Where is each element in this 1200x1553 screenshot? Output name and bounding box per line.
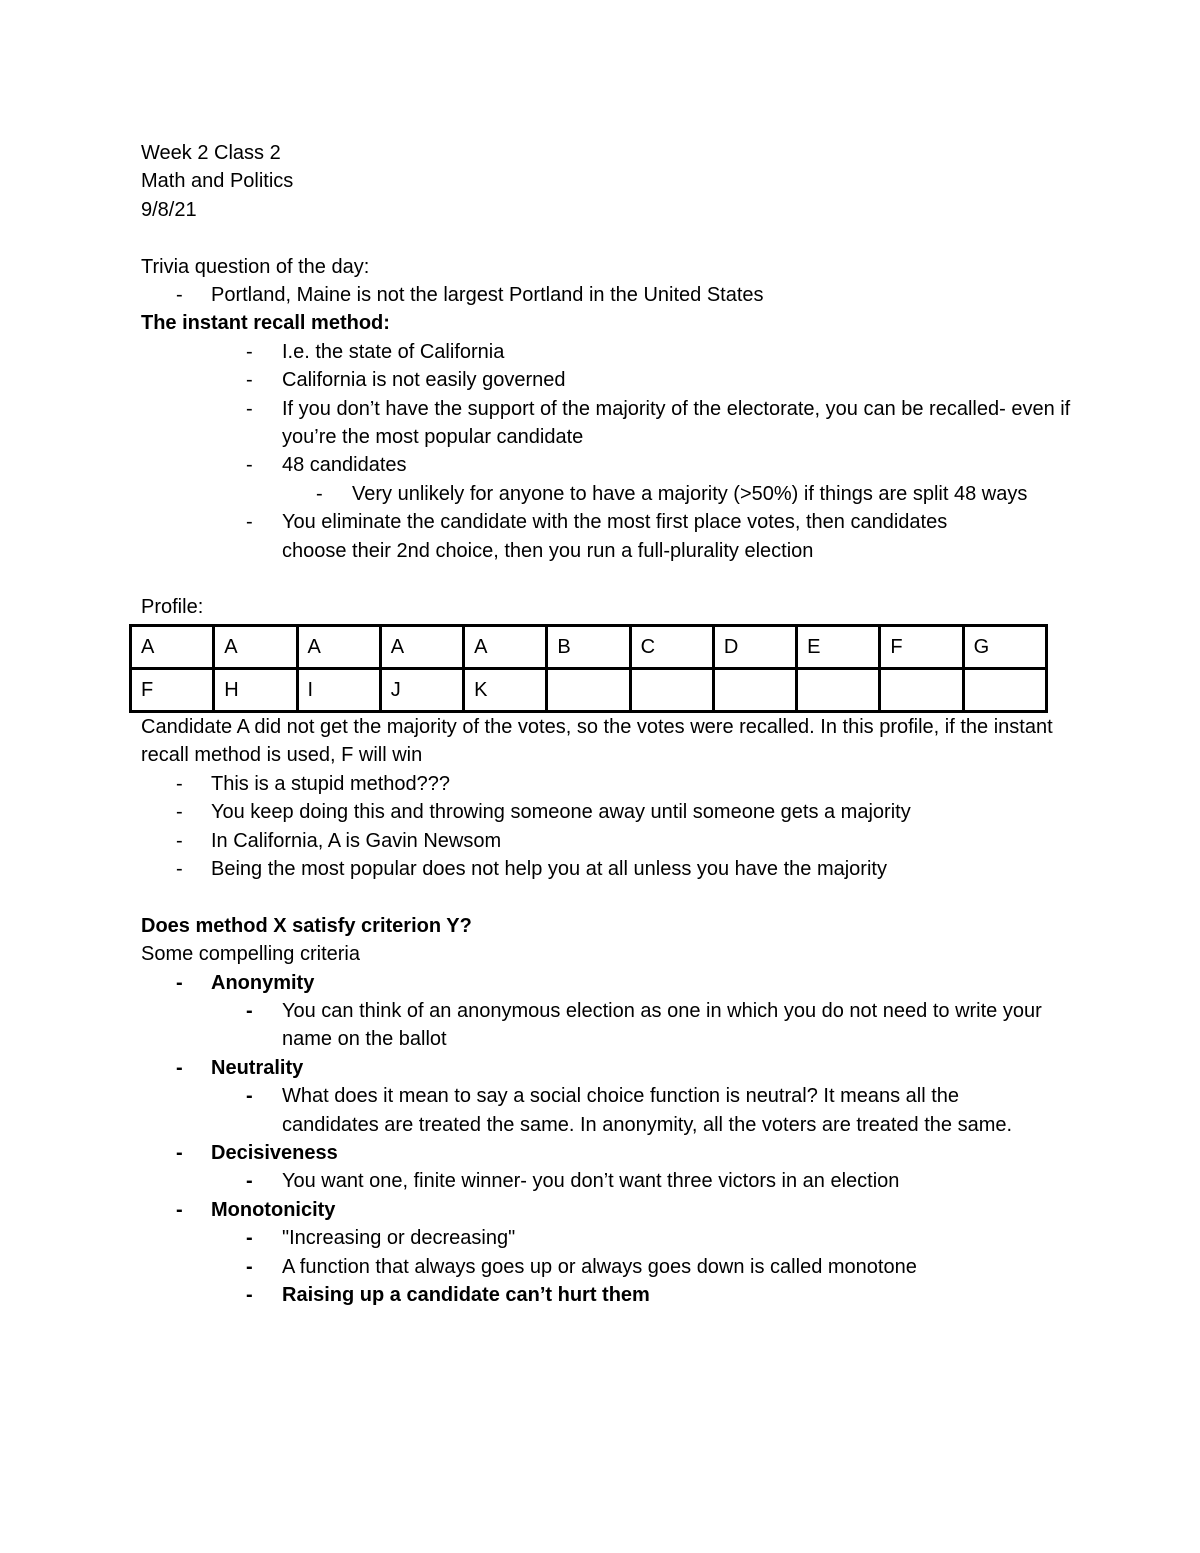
spacer xyxy=(141,565,1061,593)
bullet-dash: - xyxy=(176,971,183,994)
criterion-anonymity: - Anonymity xyxy=(141,969,1061,997)
bullet-dash: - xyxy=(176,829,183,852)
table-cell: A xyxy=(131,625,214,668)
criterion-detail: - What does it mean to say a social choice function is neutral? It means all the candidates are treated the same. In anonymity, all the voters are treated the same. xyxy=(141,1082,1032,1139)
criteria-intro: Some compelling criteria xyxy=(141,943,360,966)
bullet-dash: - xyxy=(176,284,183,307)
table-cell xyxy=(547,668,630,711)
table-cell: B xyxy=(547,625,630,668)
bullet-dash: - xyxy=(316,482,323,505)
table-cell xyxy=(630,668,713,711)
table-row xyxy=(131,625,1047,668)
irm-item: - If you don’t have the support of the majority of the electorate, you can be recalled- even if you’re the most popular candidate xyxy=(141,395,1112,452)
trivia-item: - Portland, Maine is not the largest Portland in the United States xyxy=(141,281,1061,309)
bullet-dash: - xyxy=(246,511,253,534)
bullet-dash: - xyxy=(176,1056,183,1079)
trivia-heading: Trivia question of the day: xyxy=(141,255,370,278)
table-cell: C xyxy=(630,625,713,668)
bullet-dash: - xyxy=(246,1085,253,1108)
result-item: - Being the most popular does not help you at all unless you have the majority xyxy=(141,855,1061,883)
bullet-dash: - xyxy=(246,1283,253,1306)
irm-heading: The instant recall method: xyxy=(141,312,390,335)
doc-title: Week 2 Class 2 xyxy=(141,142,281,164)
bullet-dash: - xyxy=(176,801,183,824)
criteria-heading: Does method X satisfy criterion Y? xyxy=(141,914,472,937)
table-cell: K xyxy=(464,668,547,711)
table-cell: A xyxy=(214,625,297,668)
table-cell: A xyxy=(297,625,380,668)
bullet-dash: - xyxy=(246,340,253,363)
table-cell: F xyxy=(131,668,214,711)
bullet-dash: - xyxy=(176,857,183,880)
bullet-dash: - xyxy=(246,454,253,477)
irm-item: - I.e. the state of California xyxy=(141,338,1061,366)
table-cell: A xyxy=(464,625,547,668)
table-cell: G xyxy=(963,625,1046,668)
table-cell: E xyxy=(797,625,880,668)
table-cell: F xyxy=(880,625,963,668)
spacer xyxy=(141,883,1061,911)
criterion-detail: - You can think of an anonymous election as one in which you do not need to write your name on the ballot xyxy=(141,997,1072,1054)
table-cell xyxy=(797,668,880,711)
table-cell: J xyxy=(380,668,463,711)
spacer xyxy=(141,224,1061,252)
table-cell: H xyxy=(214,668,297,711)
bullet-dash: - xyxy=(176,772,183,795)
criterion-detail: - Raising up a candidate can’t hurt them xyxy=(141,1281,1061,1309)
table-cell: D xyxy=(713,625,796,668)
table-cell xyxy=(963,668,1046,711)
result-paragraph: Candidate A did not get the majority of the votes, so the votes were recalled. In this profile, if the instant recall method is used, F will win xyxy=(141,715,1053,767)
bullet-dash: - xyxy=(246,1170,253,1193)
table-cell: A xyxy=(380,625,463,668)
table-cell xyxy=(880,668,963,711)
bullet-dash: - xyxy=(246,1255,253,1278)
irm-item: - 48 candidates xyxy=(141,451,1061,479)
profile-label: Profile: xyxy=(141,596,204,619)
criterion-detail: - "Increasing or decreasing" xyxy=(141,1224,1061,1252)
result-item: - This is a stupid method??? xyxy=(141,770,1061,798)
criterion-detail: - A function that always goes up or always goes down is called monotone xyxy=(141,1253,1061,1281)
profile-table xyxy=(129,624,1048,713)
criterion-detail: - You want one, finite winner- you don’t want three victors in an election xyxy=(141,1167,1061,1195)
table-cell: I xyxy=(297,668,380,711)
table-cell xyxy=(713,668,796,711)
bullet-dash: - xyxy=(246,1227,253,1250)
bullet-dash: - xyxy=(246,369,253,392)
criterion-monotonicity: - Monotonicity xyxy=(141,1196,1061,1224)
bullet-dash: - xyxy=(246,999,253,1022)
course-name: Math and Politics xyxy=(141,170,294,193)
result-item: - In California, A is Gavin Newsom xyxy=(141,827,1061,855)
bullet-dash: - xyxy=(176,1141,183,1164)
table-row xyxy=(131,668,1047,711)
irm-item: - California is not easily governed xyxy=(141,366,1061,394)
criterion-neutrality: - Neutrality xyxy=(141,1054,1061,1082)
irm-item: - You eliminate the candidate with the most first place votes, then candidates choose their 2nd choice, then you run a full-plurality election xyxy=(141,508,1012,565)
bullet-dash: - xyxy=(246,397,253,420)
criterion-decisiveness: - Decisiveness xyxy=(141,1139,1061,1167)
document-body xyxy=(141,139,1071,1309)
irm-subitem: - Very unlikely for anyone to have a majority (>50%) if things are split 48 ways xyxy=(141,480,1047,508)
bullet-dash: - xyxy=(176,1198,183,1221)
result-item: - You keep doing this and throwing someone away until someone gets a majority xyxy=(141,798,1061,826)
doc-date: 9/8/21 xyxy=(141,198,197,221)
